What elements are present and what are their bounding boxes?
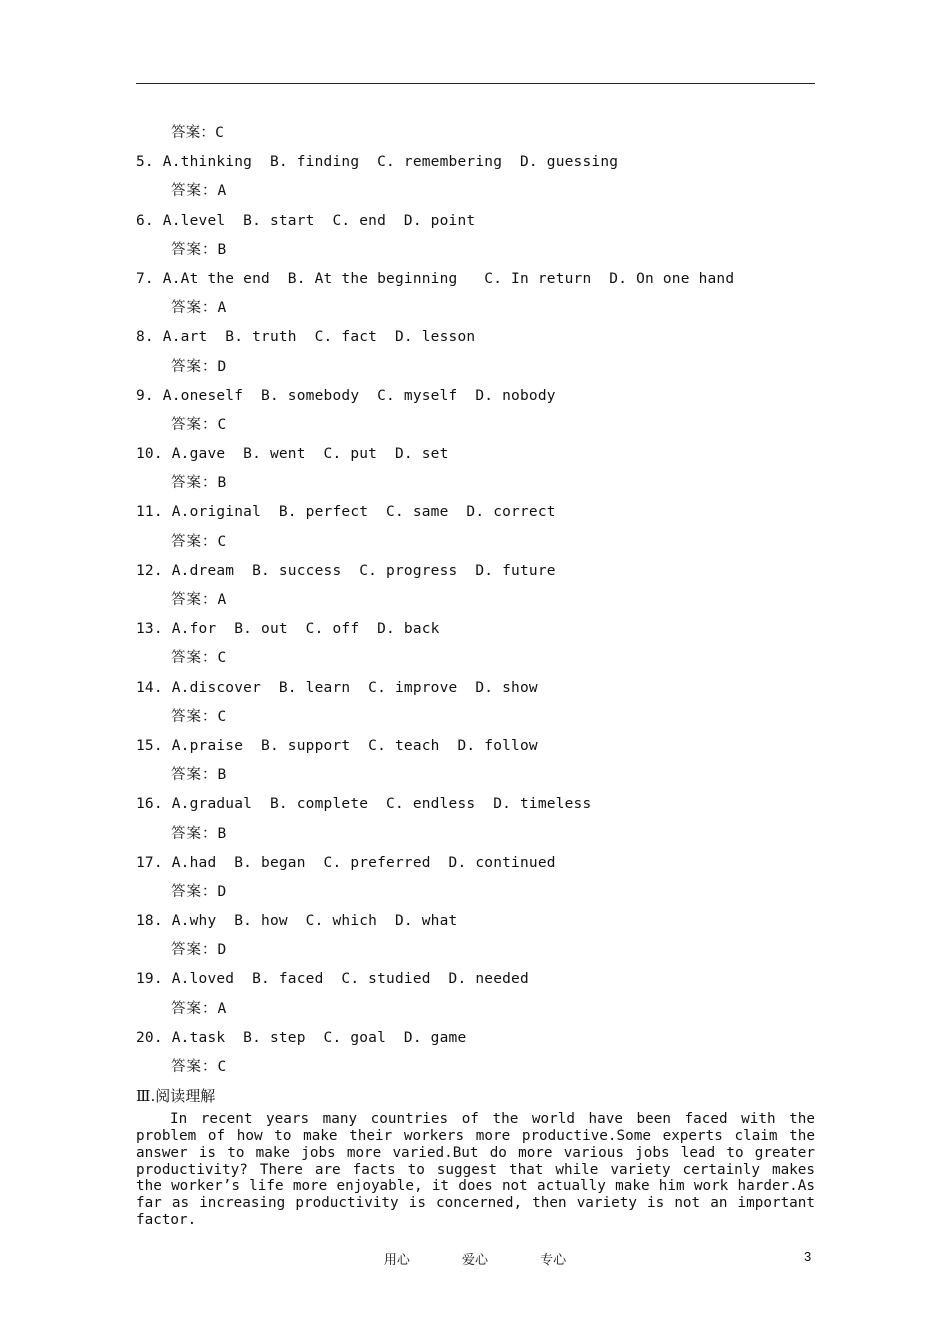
answer-label: 答案： bbox=[171, 241, 218, 258]
answer-label: 答案： bbox=[171, 708, 218, 725]
question-line: 8. A.art B. truth C. fact D. lesson bbox=[136, 329, 476, 346]
answer-label: 答案： bbox=[171, 825, 218, 842]
question-line: 9. A.oneself B. somebody C. myself D. nobody bbox=[136, 387, 556, 404]
answer-value: C bbox=[217, 708, 227, 725]
question-line: 5. A.thinking B. finding C. remembering D. guessing bbox=[136, 154, 619, 171]
answer-value: C bbox=[217, 533, 227, 550]
answer-label: 答案： bbox=[171, 300, 218, 317]
question-line: 10. A.gave B. went C. put D. set bbox=[136, 446, 449, 463]
answer-value: C bbox=[217, 650, 227, 667]
section-title: Ⅲ.阅读理解 bbox=[136, 1087, 216, 1106]
answer-line bbox=[136, 353, 815, 382]
question-line: 15. A.praise B. support C. teach D. follow bbox=[136, 737, 538, 754]
answer-line bbox=[136, 995, 815, 1024]
answer-line bbox=[136, 761, 815, 790]
question-line: 11. A.original B. perfect C. same D. correct bbox=[136, 504, 556, 521]
question-line: 16. A.gradual B. complete C. endless D. timeless bbox=[136, 796, 592, 813]
answer-line bbox=[136, 294, 815, 323]
answer-label: 答案： bbox=[171, 475, 218, 492]
answer-value: A bbox=[217, 592, 227, 608]
answer-value: B bbox=[217, 475, 227, 492]
answer-value: A bbox=[217, 300, 227, 317]
answer-value: D bbox=[217, 358, 227, 375]
answer-value: B bbox=[217, 767, 227, 784]
question-line: 7. A.At the end B. At the beginning C. In return D. On one hand bbox=[136, 270, 735, 287]
answer-label: 答案： bbox=[171, 1000, 218, 1017]
question-line: 13. A.for B. out C. off D. back bbox=[136, 621, 440, 638]
reading-paragraph: In recent years many countries of the world have been faced with the problem of how to make their workers more productive.Some experts claim the answer is to make jobs more varied.But do more various jobs lead to greater productivity? There are facts to suggest that while variety certainly makes the worker’s life more enjoyable, it does not actually make him work harder.As far as increasing productivity is concerned, then variety is not an important factor. bbox=[136, 1111, 815, 1228]
question-line: 17. A.had B. began C. preferred D. continued bbox=[136, 854, 556, 871]
answer-line bbox=[136, 644, 815, 673]
document-body bbox=[136, 119, 815, 1229]
answer-value: D bbox=[217, 942, 227, 959]
answer-label: 答案： bbox=[171, 183, 218, 200]
answer-value: A bbox=[217, 1000, 227, 1017]
answer-label: 答案： bbox=[171, 767, 218, 784]
answer-line bbox=[136, 528, 815, 557]
footer-word: 用心 bbox=[383, 1253, 410, 1268]
question-line: 20. A.task B. step C. goal D. game bbox=[136, 1029, 467, 1046]
answer-label: 答案： bbox=[171, 533, 218, 550]
question-line: 6. A.level B. start C. end D. point bbox=[136, 212, 476, 229]
question-line: 18. A.why B. how C. which D. what bbox=[136, 913, 458, 930]
answer-line bbox=[136, 936, 815, 965]
answer-line bbox=[136, 586, 815, 615]
answer-label: 答案： bbox=[171, 1059, 218, 1075]
answer-label: 答案： bbox=[171, 592, 218, 608]
answer-line bbox=[136, 469, 815, 498]
footer-word: 爱心 bbox=[461, 1253, 488, 1268]
question-list bbox=[136, 148, 815, 1082]
answer-line bbox=[136, 236, 815, 265]
answer-value: B bbox=[217, 241, 227, 258]
header-rule bbox=[136, 83, 815, 84]
answer-value: A bbox=[217, 183, 227, 200]
question-line: 19. A.loved B. faced C. studied D. needed bbox=[136, 971, 529, 988]
answer-value: D bbox=[217, 883, 227, 900]
answer-value: C bbox=[217, 1059, 227, 1075]
answer-label: 答案： bbox=[171, 416, 218, 433]
answer-value: C bbox=[217, 416, 227, 433]
answer-value: B bbox=[217, 825, 227, 842]
question-line: 14. A.discover B. learn C. improve D. show bbox=[136, 679, 538, 696]
answer-line-4: 答案：C bbox=[171, 125, 225, 141]
answer-label: 答案： bbox=[171, 650, 218, 667]
answer-line bbox=[136, 703, 815, 732]
answer-line bbox=[136, 1053, 815, 1082]
answer-line bbox=[136, 177, 815, 206]
question-line: 12. A.dream B. success C. progress D. future bbox=[136, 562, 556, 579]
page-number: 3 bbox=[804, 1249, 812, 1264]
footer-word: 专心 bbox=[540, 1253, 567, 1268]
answer-label: 答案： bbox=[171, 883, 218, 900]
answer-line bbox=[136, 820, 815, 849]
answer-line bbox=[136, 411, 815, 440]
answer-label: 答案： bbox=[171, 942, 218, 959]
answer-line bbox=[136, 878, 815, 907]
answer-label: 答案： bbox=[171, 358, 218, 375]
